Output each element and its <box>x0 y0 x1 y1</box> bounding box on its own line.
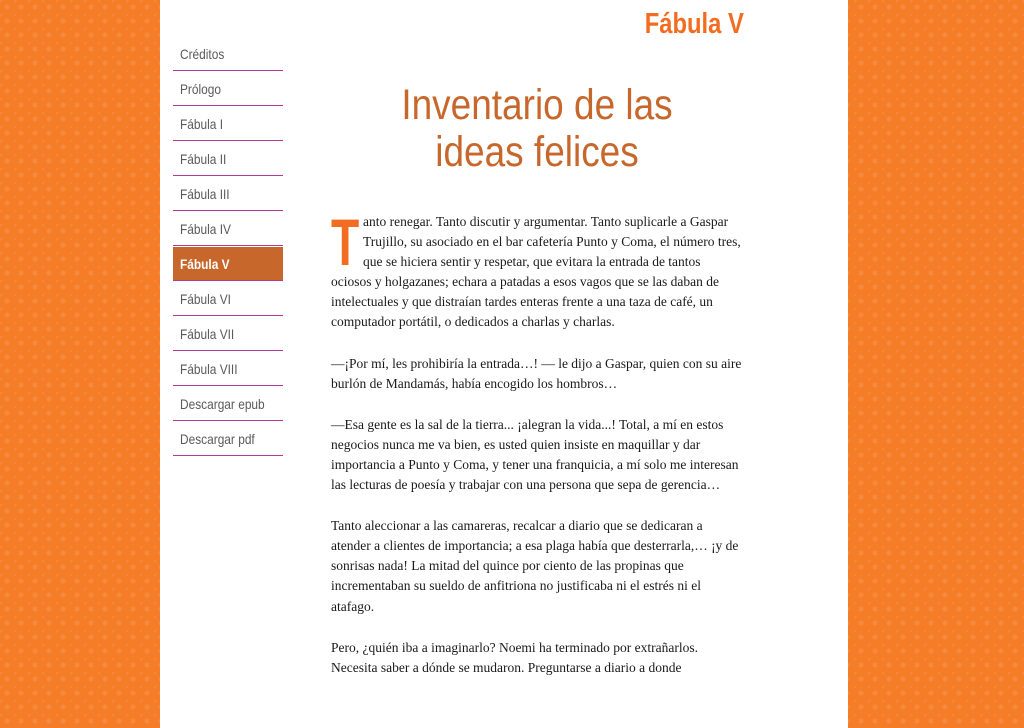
article-paragraph: —Esa gente es la sal de la tierra... ¡alegran la vida...! Total, a mí en estos negocios nunca me va bien, es usted quien insiste en maquillar y dar importancia a Punto y Coma, y tener una franquicia, a mí solo me interesan las lecturas de poesía y trabajar con una persona que sepa de gerencia… <box>331 416 739 493</box>
sidebar-item-fabula-7[interactable] <box>173 317 283 351</box>
article-paragraph: —¡Por mí, les prohibiría la entrada…! — le dijo a Gaspar, quien con su aire burlón de Mandamás, había encogido los hombros… <box>331 355 742 391</box>
sidebar-item-label: Descargar pdf <box>180 430 255 447</box>
sidebar-item-label: Fábula III <box>180 185 230 202</box>
sidebar-item-label: Créditos <box>180 45 225 62</box>
sidebar-item-label: Fábula VIII <box>180 360 238 377</box>
article-paragraph: Tanto aleccionar a las camareras, recalcar a diario que se dedicaran a atender a clientes de importancia; a esa plaga había que desterrarla,… ¡y de sonrisas nada! La mitad del quince por ciento de las propinas que incrementaban su sueldo de anfitriona no justificaba ni el estrés ni el atafago. <box>331 518 739 614</box>
page-container <box>160 0 848 728</box>
sidebar-item-label: Fábula II <box>180 150 227 167</box>
article-paragraph <box>331 205 743 333</box>
sidebar-item-fabula-4[interactable] <box>173 212 283 246</box>
sidebar-item-label: Fábula IV <box>180 220 231 237</box>
sidebar-item-descargar-epub[interactable] <box>173 387 283 421</box>
sidebar-item-fabula-8[interactable] <box>173 352 283 386</box>
sidebar-item-descargar-pdf[interactable] <box>173 422 283 456</box>
sidebar-item-fabula-1[interactable] <box>173 107 283 141</box>
sidebar-item-label: Prólogo <box>180 80 222 97</box>
sidebar-item-creditos[interactable] <box>173 37 283 71</box>
sidebar-item-prologo[interactable] <box>173 72 283 106</box>
article-content <box>331 82 743 699</box>
sidebar-item-label: Fábula VII <box>180 325 235 342</box>
drop-cap: T <box>331 205 360 279</box>
sidebar-item-label: Descargar epub <box>180 395 265 412</box>
sidebar-item-fabula-3[interactable] <box>173 177 283 211</box>
article-paragraph: Pero, ¿quién iba a imaginarlo? Noemi ha terminado por extrañarlos. Necesita saber a dónde se mudaron. Preguntarse a diario a donde <box>331 639 698 675</box>
sidebar-item-label: Fábula VI <box>180 290 231 307</box>
sidebar-item-fabula-5[interactable] <box>173 247 283 281</box>
sidebar-item-label: Fábula I <box>180 115 224 132</box>
chapter-title: Fábula V <box>644 8 744 40</box>
sidebar-item-fabula-2[interactable] <box>173 142 283 176</box>
sidebar-nav <box>173 37 283 456</box>
sidebar-item-fabula-6[interactable] <box>173 282 283 316</box>
paragraph-text: anto renegar. Tanto discutir y argumentar. Tanto suplicarle a Gaspar Trujillo, su asociado en el bar cafetería Punto y Coma, el número tres, que se hiciera sentir y respetar, que evitara la entrada de tantos ociosos y holgazanes; echara a patadas a esos vagos que se las daban de intelectuales y que distraían tardes enteras frente a una taza de café, un computador portátil, o dedicados a charlas y charlas. <box>331 214 741 330</box>
sidebar-item-label: Fábula V <box>180 255 230 272</box>
article-title: Inventario de las ideas felices <box>401 81 673 176</box>
